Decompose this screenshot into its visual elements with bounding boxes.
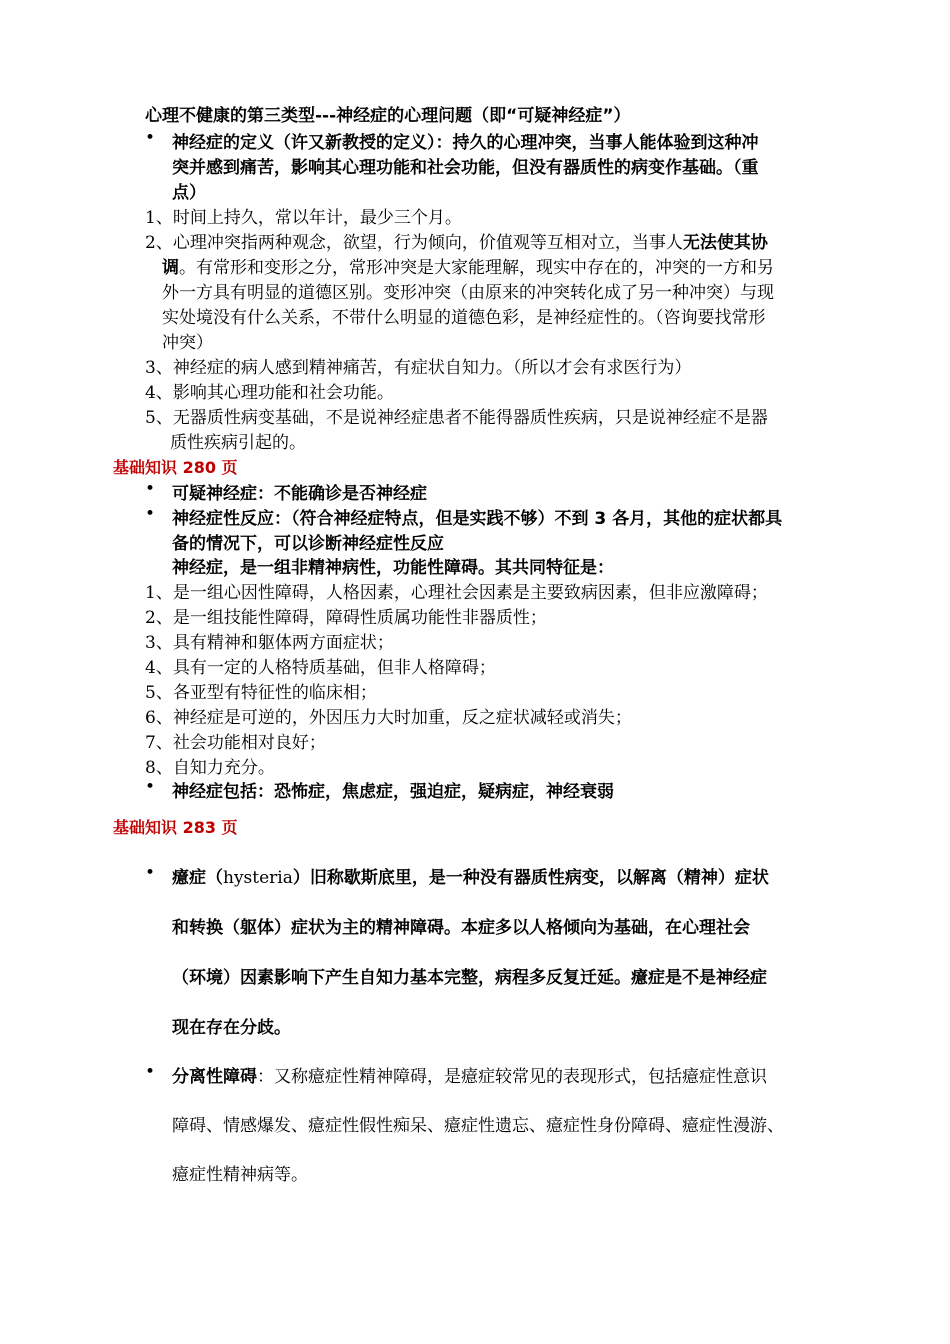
- definition-line-2: 突并感到痛苦，影响其心理功能和社会功能，但没有器质性的病变作基础。（重: [172, 158, 759, 178]
- neurotic-reaction-line-1: 神经症性反应：（符合神经症特点，但是实践不够）不到 3 各月，其他的症状都具: [172, 509, 783, 529]
- feature-3: 3、具有精神和躯体两方面症状；: [145, 633, 394, 653]
- bullet: •: [145, 504, 156, 524]
- bullet: •: [145, 777, 156, 797]
- dissociative-line-1: 分离性障碍：又称癔症性精神障碍，是癔症较常见的表现形式，包括癔症性意识: [172, 1067, 767, 1087]
- heading-page-283: 基础知识 283 页: [113, 818, 238, 837]
- point-3: 3、神经症的病人感到精神痛苦，有症状自知力。（所以才会有求医行为）: [145, 358, 692, 378]
- bullet: •: [145, 863, 156, 883]
- hysteria-line-2: 和转换（躯体）症状为主的精神障碍。本症多以人格倾向为基础，在心理社会: [172, 918, 750, 938]
- hysteria-line-1: 癔症（hysteria）旧称歇斯底里，是一种没有器质性病变，以解离（精神）症状: [172, 868, 769, 888]
- point-2-line-3: 外一方具有明显的道德区别。变形冲突（由原来的冲突转化成了另一种冲突）与现: [162, 283, 774, 303]
- point-2-line-5: 冲突）: [162, 333, 213, 353]
- bullet: •: [145, 1062, 156, 1082]
- feature-4: 4、具有一定的人格特质基础，但非人格障碍；: [145, 658, 496, 678]
- point-5-line-2: 质性疾病引起的。: [170, 433, 306, 453]
- definition-line-3: 点）: [172, 183, 206, 203]
- point-5-line-1: 5、无器质性病变基础，不是说神经症患者不能得器质性疾病，只是说神经症不是器: [145, 408, 768, 428]
- bullet: •: [145, 479, 156, 499]
- point-1: 1、时间上持久，常以年计，最少三个月。: [145, 208, 462, 228]
- feature-8: 8、自知力充分。: [145, 758, 275, 778]
- feature-2: 2、是一组技能性障碍，障碍性质属功能性非器质性；: [145, 608, 547, 628]
- definition-line-1: 神经症的定义（许又新教授的定义）：持久的心理冲突，当事人能体验到这种冲: [172, 133, 759, 153]
- feature-6: 6、神经症是可逆的，外因压力大时加重，反之症状减轻或消失；: [145, 708, 632, 728]
- feature-1: 1、是一组心因性障碍，人格因素，心理社会因素是主要致病因素，但非应激障碍；: [145, 583, 768, 603]
- point-4: 4、影响其心理功能和社会功能。: [145, 383, 394, 403]
- heading-page-280: 基础知识 280 页: [113, 458, 238, 477]
- page-title: 心理不健康的第三类型---神经症的心理问题（即“可疑神经症”）: [145, 106, 631, 126]
- neurosis-types: 神经症包括：恐怖症，焦虑症，强迫症，疑病症，神经衰弱: [172, 782, 614, 802]
- feature-7: 7、社会功能相对良好；: [145, 733, 326, 753]
- feature-5: 5、各亚型有特征性的临床相；: [145, 683, 377, 703]
- suspect-neurosis: 可疑神经症：不能确诊是否神经症: [172, 484, 427, 504]
- hysteria-line-3: （环境）因素影响下产生自知力基本完整，病程多反复迁延。癔症是不是神经症: [172, 968, 767, 988]
- point-2-line-4: 实处境没有什么关系，不带什么明显的道德色彩，是神经症性的。（咨询要找常形: [162, 308, 766, 328]
- neurotic-reaction-line-2: 备的情况下，可以诊断神经症性反应: [172, 534, 444, 554]
- hysteria-line-4: 现在存在分歧。: [172, 1018, 291, 1038]
- neurosis-intro: 神经症，是一组非精神病性，功能性障碍。其共同特征是：: [172, 558, 614, 578]
- dissociative-line-3: 癔症性精神病等。: [172, 1165, 308, 1185]
- point-2-line-1: 2、心理冲突指两种观念，欲望，行为倾向，价值观等互相对立，当事人无法使其协: [145, 233, 768, 253]
- dissociative-line-2: 障碍、情感爆发、癔症性假性痴呆、癔症性遗忘、癔症性身份障碍、癔症性漫游、: [172, 1116, 784, 1136]
- bullet: •: [145, 128, 156, 148]
- point-2-line-2: 调。有常形和变形之分，常形冲突是大家能理解，现实中存在的，冲突的一方和另: [162, 258, 774, 278]
